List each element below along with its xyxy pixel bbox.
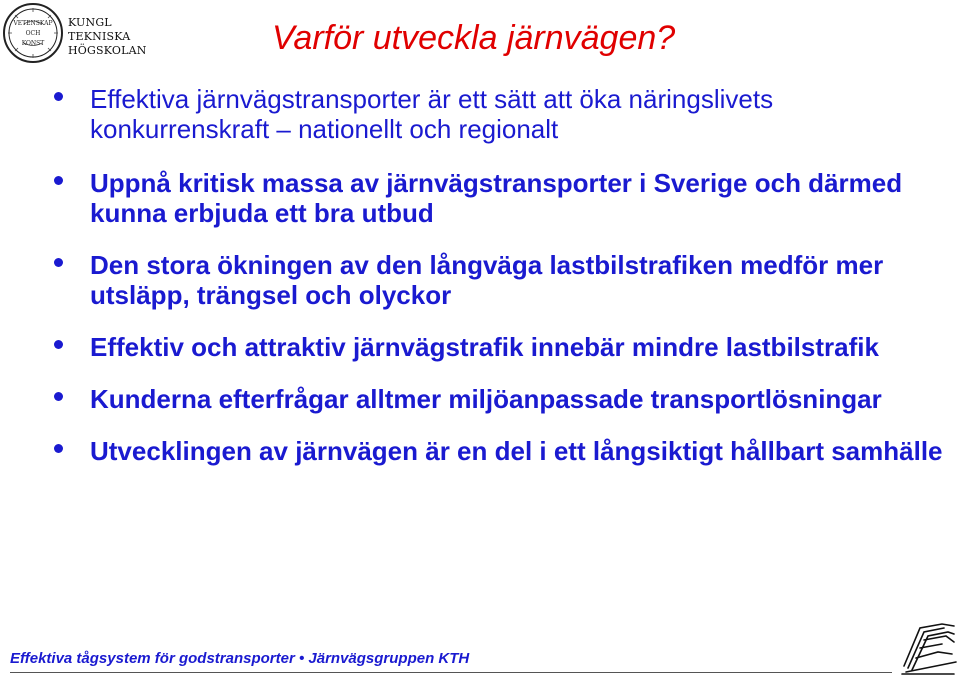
- footer-divider: [10, 672, 892, 673]
- kth-wordmark-line-1: KUNGL: [68, 16, 112, 29]
- kth-wordmark-line-2: TEKNISKA: [68, 30, 131, 43]
- slide-title: Varför utveckla järnvägen?: [272, 19, 676, 57]
- slide-footer: Effektiva tågsystem för godstransporter • Järnvägsgruppen KTH: [10, 650, 470, 667]
- bullet-item: [52, 384, 952, 414]
- bullet-text: Den stora ökningen av den långväga lastbilstrafiken medför mer utsläpp, trängsel och olyckor: [90, 250, 884, 310]
- bullet-dot-icon: [54, 176, 63, 185]
- bullet-text: Effektiv och attraktiv järnvägstrafik innebär mindre lastbilstrafik: [90, 332, 879, 362]
- kth-wordmark: [68, 16, 147, 58]
- train-sketch-icon: [898, 616, 958, 678]
- bullet-dot-icon: [54, 444, 63, 453]
- bullet-dot-icon: [54, 392, 63, 401]
- kth-logo: [2, 2, 147, 64]
- bullet-item: [52, 250, 952, 310]
- bullet-text: Kunderna efterfrågar alltmer miljöanpassade transportlösningar: [90, 384, 882, 414]
- bullet-dot-icon: [54, 340, 63, 349]
- seal-text-line-3: KONST: [21, 40, 45, 47]
- seal-text-line-2: OCH: [25, 30, 41, 37]
- kth-wordmark-line-3: HÖGSKOLAN: [68, 44, 147, 57]
- bullet-item: [52, 436, 952, 466]
- bullet-dot-icon: [54, 258, 63, 267]
- bullet-text: Utvecklingen av järnvägen är en del i ett långsiktigt hållbart samhälle: [90, 436, 943, 466]
- seal-text-line-1: VETENSKAP: [13, 20, 53, 27]
- bullet-item: [52, 168, 952, 228]
- bullet-item: [52, 332, 952, 362]
- bullet-item: [52, 84, 952, 144]
- bullet-text: Effektiva järnvägstransporter är ett sätt att öka näringslivets konkurrenskraft – nationellt och regionalt: [90, 84, 774, 144]
- bullet-list: [52, 84, 952, 466]
- bullet-text: Uppnå kritisk massa av järnvägstransporter i Sverige och därmed kunna erbjuda ett bra utbud: [90, 168, 903, 228]
- kth-seal-icon: [2, 2, 64, 64]
- bullet-dot-icon: [54, 92, 63, 101]
